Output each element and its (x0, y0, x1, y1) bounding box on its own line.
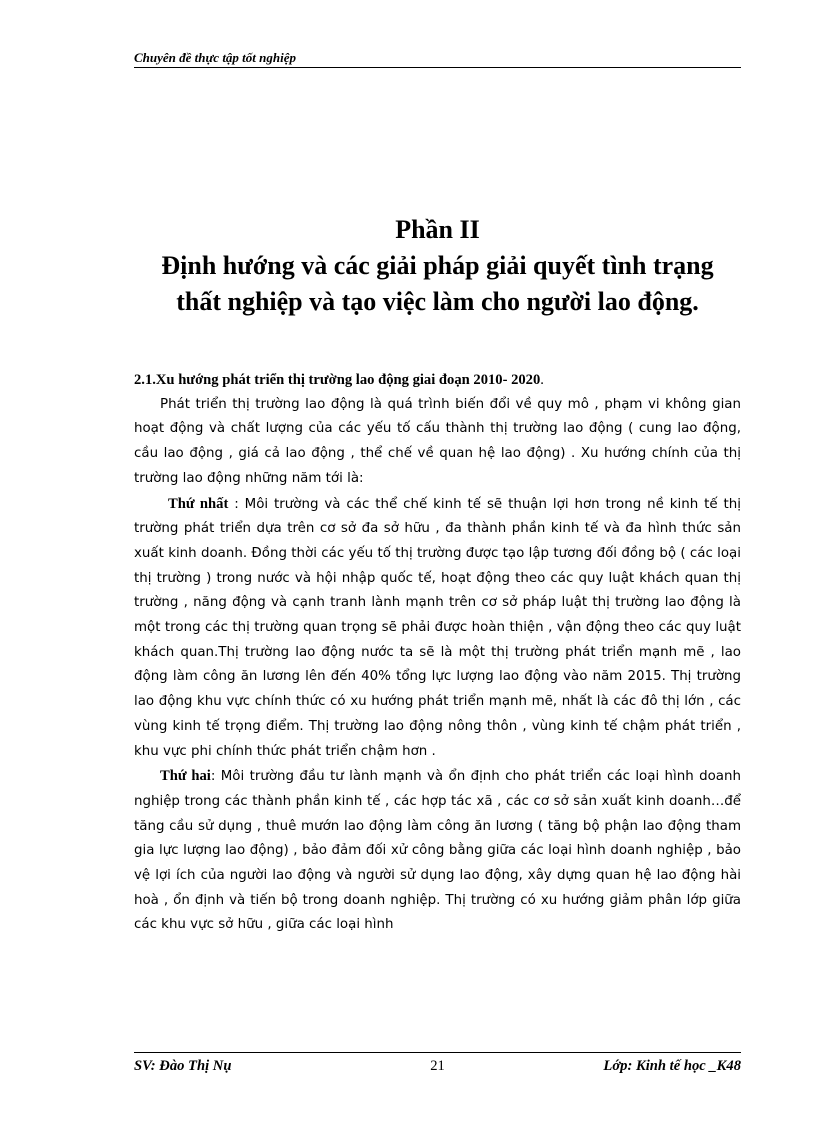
page-number: 21 (430, 1058, 445, 1074)
section-title (134, 368, 741, 393)
paragraph-first-point (134, 492, 741, 765)
section-title-period: . (540, 372, 544, 388)
part-heading (134, 212, 741, 320)
first-point-text: : Môi trường và các thể chế kinh tế sẽ thuận lợi hơn trong nề kinh tế thị trường phát triển dựa trên cơ sở đa sở hữu , đa thành phần kinh tế và đa hình thức sản xuất kinh doanh. Đồng thời các yếu tố thị trường được tạo lập tương đối đồng bộ ( các loại thị trường ) trong nước và hội nhập quốc tế, hoạt động theo các quy luật khách quan thị trường , năng động và cạnh tranh lành mạnh trên cơ sở pháp luật thị trường lao động là một trong các thị trường quan trọng sẽ phải được hoàn thiện , vận động theo các quy luật khách quan.Thị trường lao động nước ta sẽ là một thị trường phát triển mạnh mẽ , lao động làm công ăn lương lên đến 40% tổng lực lượng lao động vào năm 2015. Thị trường lao động khu vực chính thức có xu hướng phát triển mạnh mẽ, nhất là các đô thị lớn , các vùng kinh tế trọng điểm. Thị trường lao động nông thôn , vùng kinh tế chậm phát triển , khu vực phi chính thức phát triển chậm hơn . (134, 496, 741, 759)
section-title-text: 2.1.Xu hướng phát triển thị trường lao động giai đoạn 2010- 2020 (134, 372, 541, 388)
body-text (134, 368, 741, 938)
second-point-text: : Môi trường đầu tư lành mạnh và ổn định cho phát triển các loại hình doanh nghiệp trong các thành phần kinh tế , các hợp tác xã , các cơ sở sản xuất kinh doanh…để tăng cầu sử dụng , thuê mướn lao động làm công ăn lương ( tăng bộ phận lao động tham gia lực lượng lao động) , bảo đảm đối xử công bằng giữa các loại hình doanh nghiệp , bảo vệ lợi ích của người lao động và người sử dụng lao động, xây dựng quan hệ lao động hài hoà , ổn định và tiến bộ trong doanh nghiệp. Thị trường có xu hướng giảm phân lớp giữa các khu vực sở hữu , giữa các loại hình (134, 769, 741, 933)
second-point-label: Thứ hai (160, 768, 211, 785)
footer-student-name: SV: Đào Thị Nụ (134, 1058, 232, 1074)
part-title-line-1: Định hướng và các giải pháp giải quyết tình trạng (161, 251, 714, 280)
first-point-label: Thứ nhất (168, 495, 229, 512)
paragraph-second-point (134, 764, 741, 938)
page-footer (134, 1058, 741, 1078)
running-header: Chuyên đề thực tập tốt nghiệp (134, 50, 296, 65)
intro-paragraph: Phát triển thị trường lao động là quá trình biến đổi về quy mô , phạm vi không gian hoạt động và chất lượng của các yếu tố cấu thành thị trường lao động ( cung lao động, cầu lao động , giá cả lao động , thể chế về quan hệ lao động) . Xu hướng chính của thị trường lao động những năm tới là: (134, 396, 741, 486)
part-title-line-2: thất nghiệp và tạo việc làm cho người lao động. (176, 287, 699, 316)
footer-divider (134, 1052, 741, 1053)
part-number: Phần II (395, 215, 480, 244)
footer-class: Lớp: Kinh tế học _K48 (603, 1058, 741, 1074)
header-divider (134, 67, 741, 68)
